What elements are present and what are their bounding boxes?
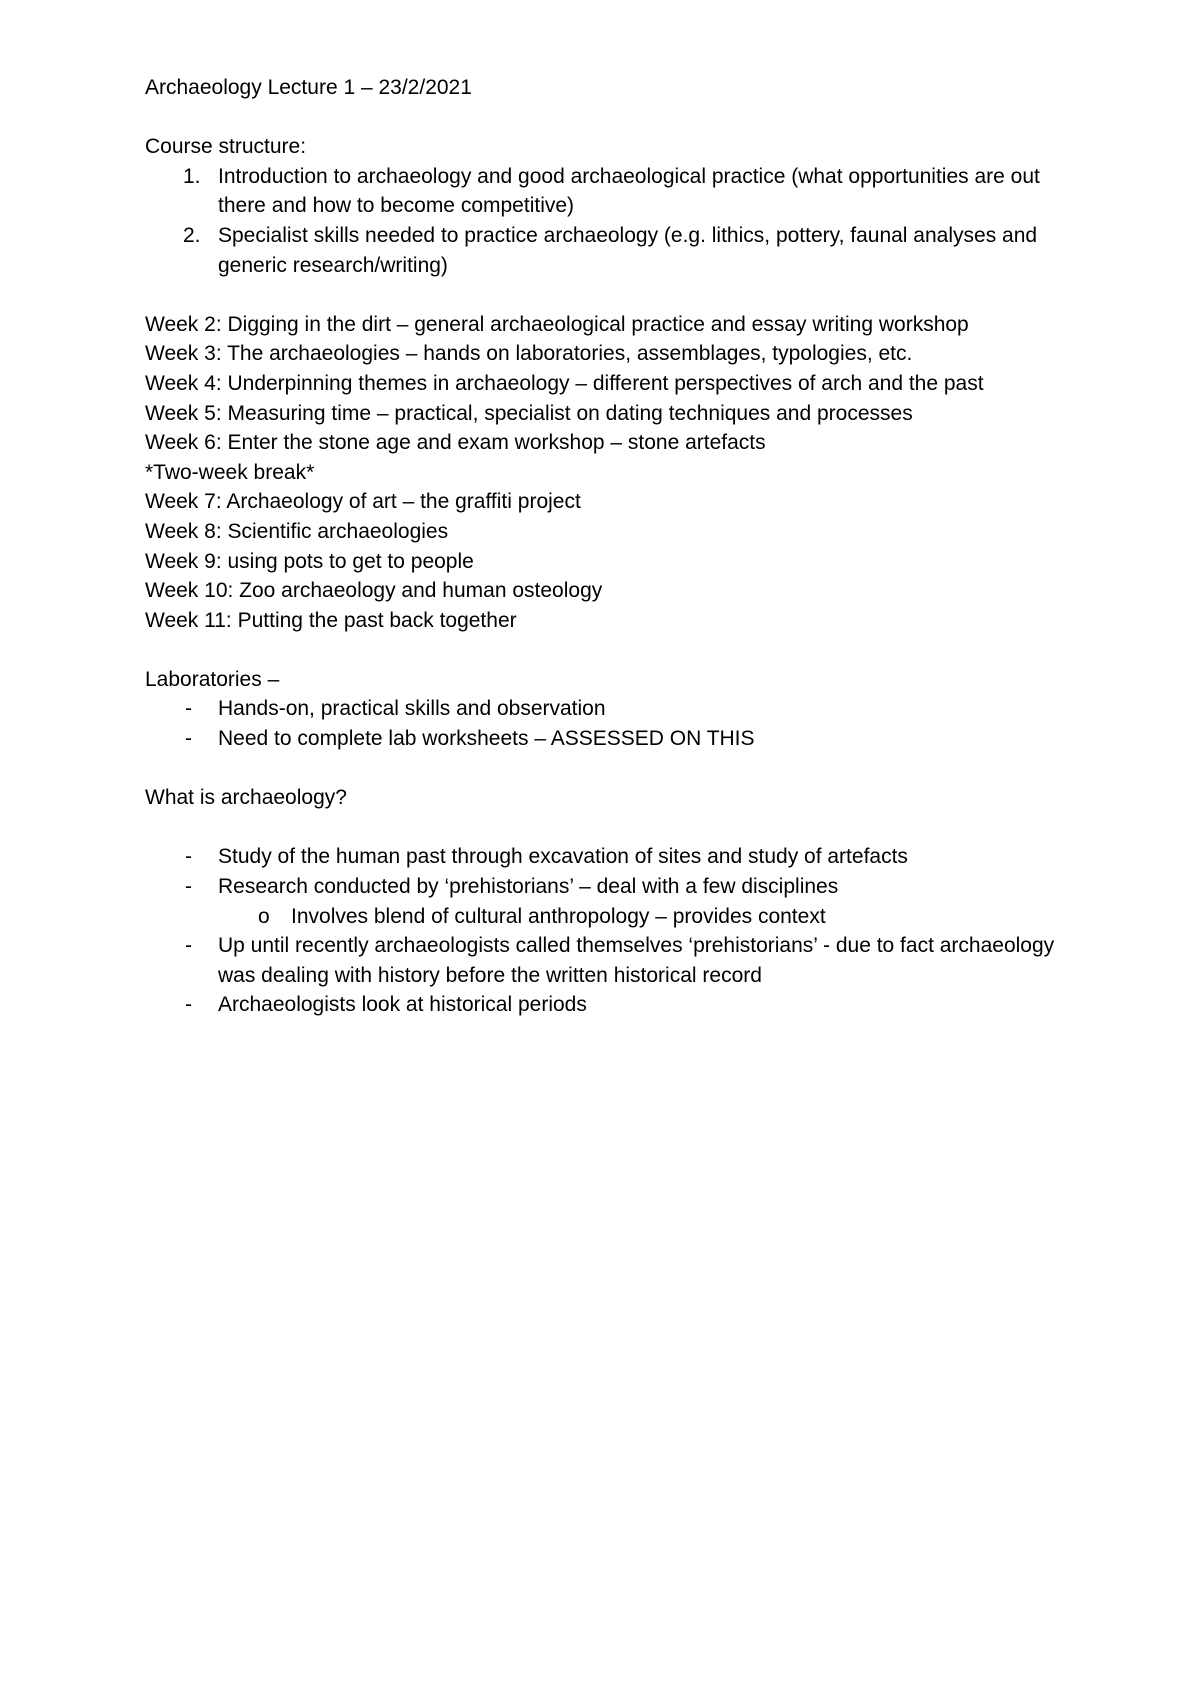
week-line: Week 10: Zoo archaeology and human osteology bbox=[145, 579, 603, 603]
week-line: Week 11: Putting the past back together bbox=[145, 608, 517, 632]
list-number: 1. bbox=[183, 164, 201, 188]
week-line: Week 6: Enter the stone age and exam workshop – stone artefacts bbox=[145, 431, 766, 455]
bullet-list-item bbox=[145, 842, 1075, 872]
dash-bullet: - bbox=[185, 845, 192, 869]
week-line: Week 7: Archaeology of art – the graffiti project bbox=[145, 490, 581, 514]
week-line: Week 5: Measuring time – practical, specialist on dating techniques and processes bbox=[145, 401, 913, 425]
circle-bullet: o bbox=[258, 904, 270, 928]
bullet-list-item bbox=[145, 872, 1075, 902]
dash-bullet: - bbox=[185, 993, 192, 1017]
course-structure-heading: Course structure: bbox=[145, 135, 307, 159]
bullet-list-item bbox=[145, 990, 1075, 1020]
document-title: Archaeology Lecture 1 – 23/2/2021 bbox=[145, 76, 472, 99]
week-line: Week 2: Digging in the dirt – general archaeological practice and essay writing workshop bbox=[145, 312, 969, 336]
blank-line bbox=[145, 813, 1075, 843]
list-number: 2. bbox=[183, 223, 201, 247]
week-line: Week 4: Underpinning themes in archaeology – different perspectives of arch and the past bbox=[145, 371, 984, 395]
sub-bullet-list-item bbox=[145, 902, 1075, 932]
numbered-list-item bbox=[145, 162, 1075, 221]
list-item-text: Research conducted by ‘prehistorians’ – deal with a few disciplines bbox=[218, 875, 839, 899]
list-item-text: Need to complete lab worksheets – ASSESSED ON THIS bbox=[218, 727, 755, 751]
bullet-list-item bbox=[145, 724, 1075, 754]
list-item-text: Study of the human past through excavation of sites and study of artefacts bbox=[218, 845, 908, 869]
week-line: Week 9: using pots to get to people bbox=[145, 549, 474, 573]
bullet-list-item bbox=[145, 694, 1075, 724]
list-item-text: Involves blend of cultural anthropology – provides context bbox=[291, 904, 826, 928]
dash-bullet: - bbox=[185, 697, 192, 721]
blank-line bbox=[145, 635, 1075, 665]
list-item-text: Archaeologists look at historical periods bbox=[218, 993, 587, 1017]
laboratories-heading: Laboratories – bbox=[145, 667, 280, 691]
list-item-text: Up until recently archaeologists called themselves ‘prehistorians’ - due to fact archaeology was dealing with history before the written historical record bbox=[218, 934, 1055, 987]
week-line: Week 8: Scientific archaeologies bbox=[145, 519, 449, 543]
list-item-text: Specialist skills needed to practice archaeology (e.g. lithics, pottery, faunal analyses and generic research/writing) bbox=[218, 223, 1038, 277]
bullet-list-item bbox=[145, 931, 1075, 990]
document-body bbox=[145, 73, 1075, 1020]
blank-line bbox=[145, 103, 1075, 133]
list-item-text: Introduction to archaeology and good archaeological practice (what opportunities are out there and how to become competitive) bbox=[218, 164, 1040, 218]
dash-bullet: - bbox=[185, 875, 192, 899]
break-note: *Two-week break* bbox=[145, 460, 315, 484]
list-item-text: Hands-on, practical skills and observation bbox=[218, 697, 606, 721]
dash-bullet: - bbox=[185, 934, 192, 958]
dash-bullet: - bbox=[185, 727, 192, 751]
week-line: Week 3: The archaeologies – hands on laboratories, assemblages, typologies, etc. bbox=[145, 342, 913, 366]
blank-line bbox=[145, 280, 1075, 310]
what-is-heading: What is archaeology? bbox=[145, 786, 347, 810]
blank-line bbox=[145, 754, 1075, 784]
numbered-list-item bbox=[145, 221, 1075, 280]
